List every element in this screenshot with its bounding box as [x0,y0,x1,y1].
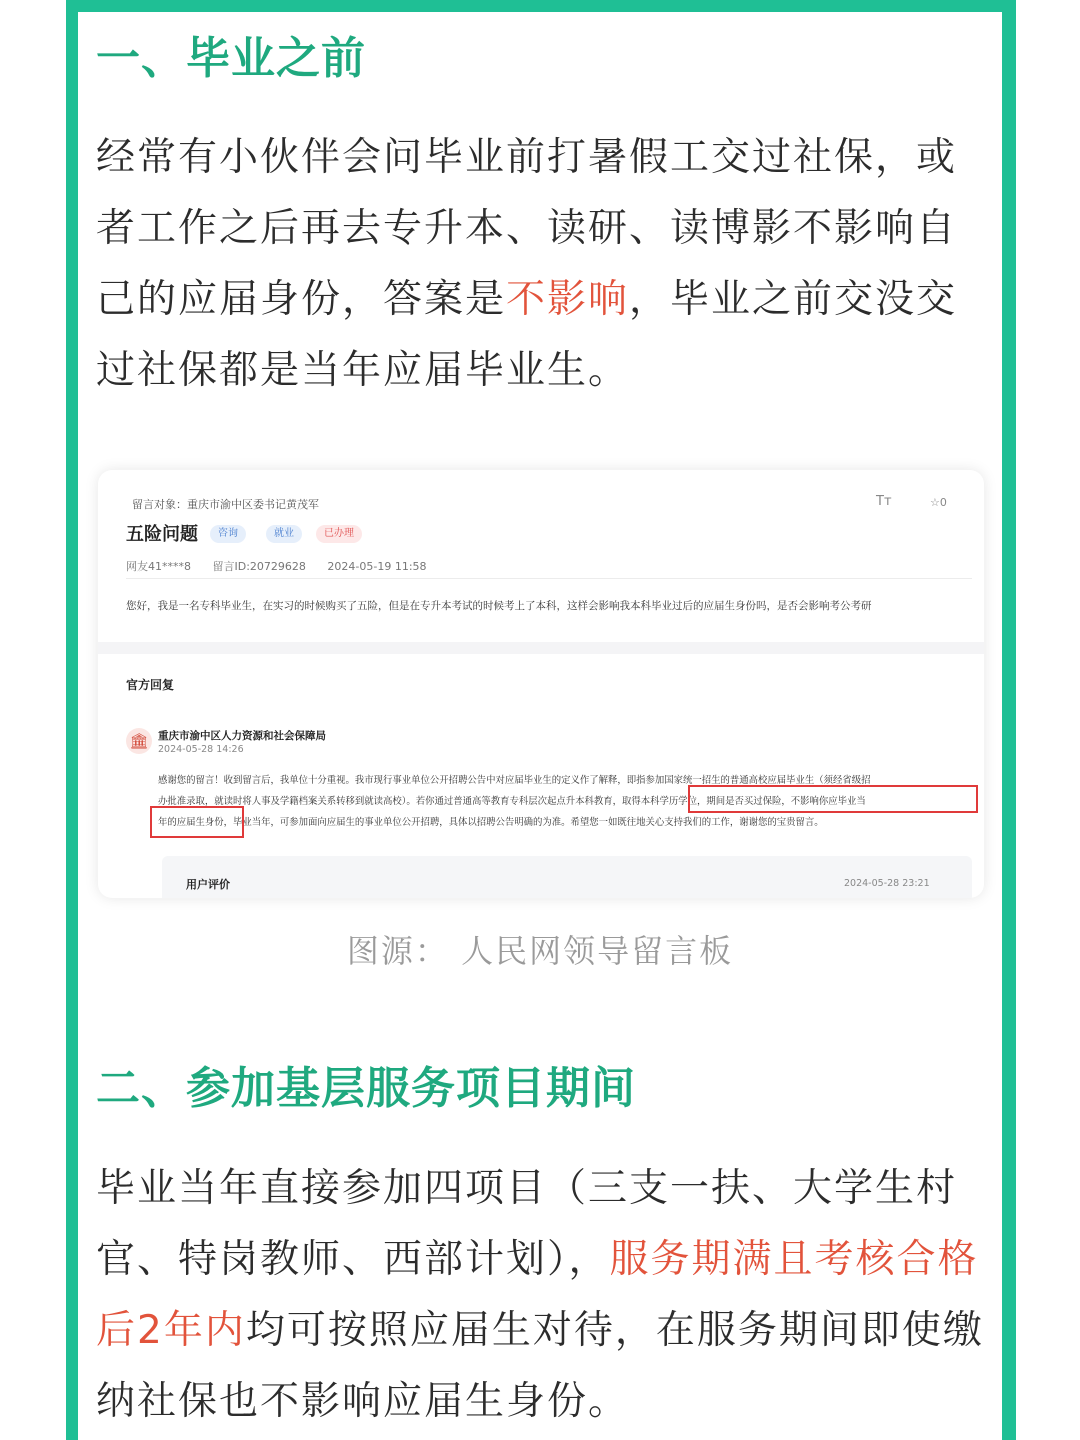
section2-heading: 二、参加基层服务项目期间 [96,1063,636,1114]
reply-text-line: 办批准录取，就读时将人事及学籍档案关系转移到就读高校）。若你通过普通高等教育专科层次起点升本科教育，取得本科学历学位，期间是否买过保险，不影响你应毕业当 [158,796,866,807]
section-gap [98,642,984,654]
official-reply-heading: 官方回复 [126,678,175,692]
font-size-toggle-icon[interactable]: Tт [876,494,892,509]
reply-text-line: 感谢您的留言！收到留言后，我单位十分重视。我市现行事业单位公开招聘公告中对应届毕业生的定义作了解释，即指参加国家统一招生的普通高校应届毕业生（须经省级招 [158,775,871,786]
highlight-box [688,785,978,813]
user-evaluation-label: 用户评价 [186,878,230,891]
section1-paragraph [96,122,988,406]
tag-employment: 就业 [266,525,302,543]
section1-text-b: ，毕业之前交没交过社保都是当年应届毕业生。 [96,277,958,393]
tag-status: 已办理 [316,525,362,543]
message-question: 您好，我是一名专科毕业生，在实习的时候购买了五险，但是在专升本考试的时候考上了本科，这样会影响我本科毕业过后的应届生身份吗，是否会影响考公考研 [126,600,872,612]
reply-date: 2024-05-28 14:26 [158,744,244,755]
image-caption: 图源： 人民网领导留言板 [346,932,734,970]
message-id: 留言ID:20729628 [212,560,306,573]
message-meta [126,558,445,574]
section1-text-a: 经常有小伙伴会问毕业前打暑假工交过社保，或者工作之后再去专升本、读研、读博影不影响自己的应届身份，答案是 [96,135,958,322]
highlight-box [150,806,244,838]
message-time: 2024-05-19 11:58 [327,560,427,573]
section2-text-a: 毕业当年直接参加四项目（三支一扶、大学生村官、特岗教师、西部计划）， [96,1166,958,1282]
section1-heading: 一、毕业之前 [96,33,366,84]
reply-org-name: 重庆市渝中区人力资源和社会保障局 [158,730,326,742]
favorite-star-icon[interactable]: ☆0 [930,496,947,509]
user-evaluation-time: 2024-05-28 23:21 [844,878,930,889]
message-title: 五险问题 [126,524,198,545]
user-evaluation-panel [162,856,972,898]
embedded-screenshot-card [98,470,984,898]
divider [126,578,972,579]
government-org-icon: 🏛 [126,728,152,754]
message-user: 网友41****8 [126,560,191,573]
section2-highlight: 服务期满且考核合格后2年内 [96,1237,979,1353]
message-target: 留言对象：重庆市渝中区委书记黄茂军 [132,498,319,511]
tag-consult: 咨询 [210,525,246,543]
section1-highlight: 不影响 [506,277,630,322]
section2-text-b: 均可按照应届生对待，在服务期间即使缴纳社保也不影响应届生身份。 [96,1308,984,1424]
reply-text-line: 年的应届生身份，毕业当年，可参加面向应届生的事业单位公开招聘，具体以招聘公告明确的为准。希望您一如既往地关心支持我们的工作，谢谢您的宝贵留言。 [158,817,824,828]
section2-paragraph [96,1153,988,1437]
